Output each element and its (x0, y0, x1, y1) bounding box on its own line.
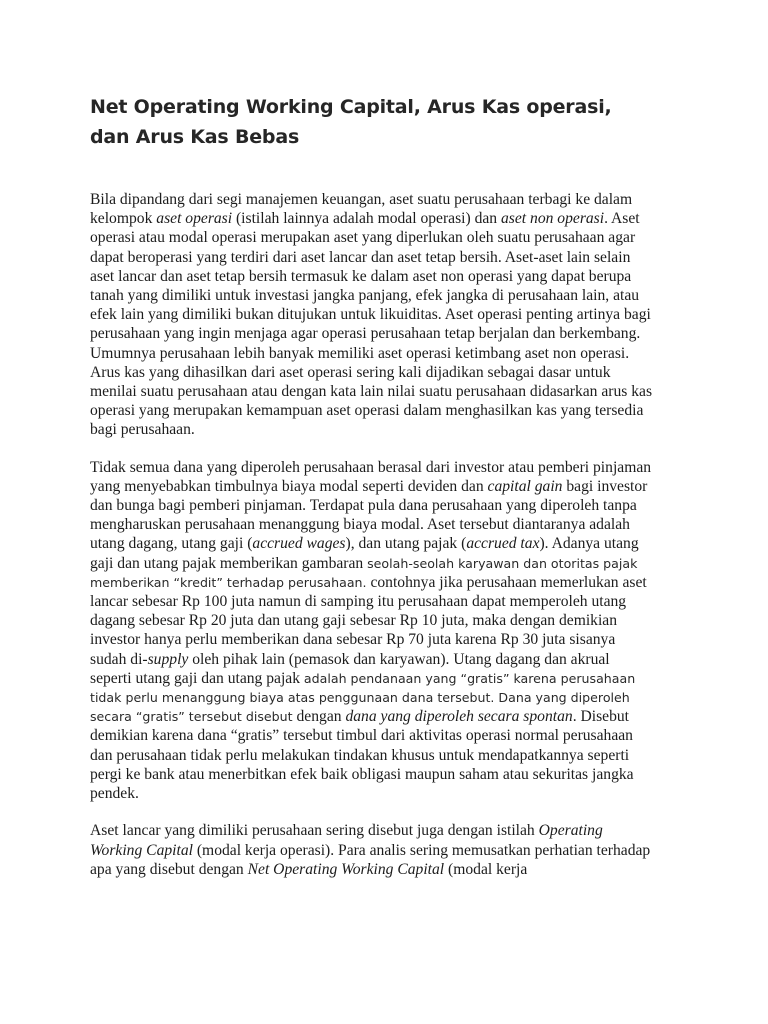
document-body (90, 190, 655, 879)
italic-term: capital gain (487, 477, 563, 495)
text-segment: Bila dipandang dari segi manajemen keuangan, aset suatu perusahaan terbagi ke dalam kelompok (90, 191, 633, 228)
italic-term: dana yang diperoleh secara spontan (345, 708, 573, 726)
text-segment: oleh pihak lain (pemasok dan karyawan). Utang dagang dan akrual seperti utang gaji dan utang pajak (90, 650, 610, 687)
text-segment: Aset lancar yang dimiliki perusahaan sering disebut juga dengan istilah (90, 822, 539, 840)
italic-term: supply (147, 650, 189, 668)
text-segment: contohnya jika perusahaan memerlukan aset lancar sebesar Rp 100 juta namun di samping itu perusahaan dapat memperoleh utang dagang sebesar Rp 20 juta dan utang gaji sebesar Rp 10 juta, maka dengan demikian investor hanya perlu memberikan dana sebesar Rp 70 juta karena Rp 30 juta sisanya sudah di- (90, 573, 647, 668)
document-page (90, 92, 655, 897)
text-segment: dengan (292, 708, 346, 726)
paragraph (90, 458, 655, 804)
italic-term: aset operasi (156, 210, 233, 228)
text-segment: (modal kerja (444, 860, 528, 878)
italic-term: aset non operasi (501, 210, 605, 228)
text-segment-sans: seolah-seolah karyawan dan otoritas pajak memberikan “kredit” terhadap perusahaan. (90, 555, 638, 590)
text-segment: (modal kerja operasi). Para analis sering memusatkan perhatian terhadap apa yang disebut dengan (90, 841, 651, 878)
text-segment: ). Adanya utang gaji dan utang pajak memberikan gambaran (90, 535, 639, 572)
text-segment: . Aset operasi atau modal operasi merupakan aset yang diperlukan oleh suatu perusahaan agar dapat beroperasi yang terdiri dari aset lancar dan aset tetap bersih. Aset-aset lain selain aset lancar dan aset tetap bersih termasuk ke dalam aset non operasi yang dapat berupa tanah yang dimiliki untuk investasi jangka panjang, efek jangka di perusahaan lain, atau efek lain yang dimiliki bukan ditujukan untuk likuiditas. Aset operasi penting artinya bagi perusahaan yang ingin menjaga agar operasi perusahaan tetap berjalan dan berkembang. Umumnya perusahaan lebih banyak memiliki aset operasi ketimbang aset non operasi. Arus kas yang dihasilkan dari aset operasi sering kali dijadikan sebagai dasar untuk menilai suatu perusahaan atau dengan kata lain nilai suatu perusahaan didasarkan arus kas operasi yang merupakan kemampuan aset operasi dalam menghasilkan kas yang tersedia bagi perusahaan. (90, 210, 653, 439)
italic-term: Net Operating Working Capital (247, 860, 445, 878)
text-segment-sans: adalah pendanaan yang “gratis” karena perusahaan tidak perlu menanggung biaya atas penggunaan dana tersebut. Dana yang diperoleh secara “gratis” tersebut disebut (90, 670, 636, 725)
text-segment: ), dan utang pajak ( (345, 535, 467, 553)
text-segment: bagi investor dan bunga bagi pemberi pinjaman. Terdapat pula dana perusahaan yang diperoleh tanpa mengharuskan perusahaan menanggung biaya modal. Aset tersebut diantaranya adalah utang dagang, utang gaji ( (90, 477, 648, 553)
italic-term: accrued tax (466, 535, 540, 553)
text-segment: Tidak semua dana yang diperoleh perusahaan berasal dari investor atau pemberi pinjaman yang menyebabkan timbulnya biaya modal seperti deviden dan (90, 458, 652, 495)
italic-term: Operating Working Capital (90, 822, 603, 859)
paragraph (90, 821, 655, 879)
paragraph (90, 190, 655, 440)
text-segment: (istilah lainnya adalah modal operasi) dan (232, 210, 501, 228)
text-segment: . Disebut demikian karena dana “gratis” tersebut timbul dari aktivitas operasi normal perusahaan dan perusahaan tidak perlu melakukan tindakan khusus untuk mendapatkannya seperti pergi ke bank atau menerbitkan efek baik obligasi maupun saham atau sekuritas jangka pendek. (90, 708, 634, 803)
italic-term: accrued wages (252, 535, 346, 553)
page-title: Net Operating Working Capital, Arus Kas operasi, dan Arus Kas Bebas (90, 96, 612, 148)
